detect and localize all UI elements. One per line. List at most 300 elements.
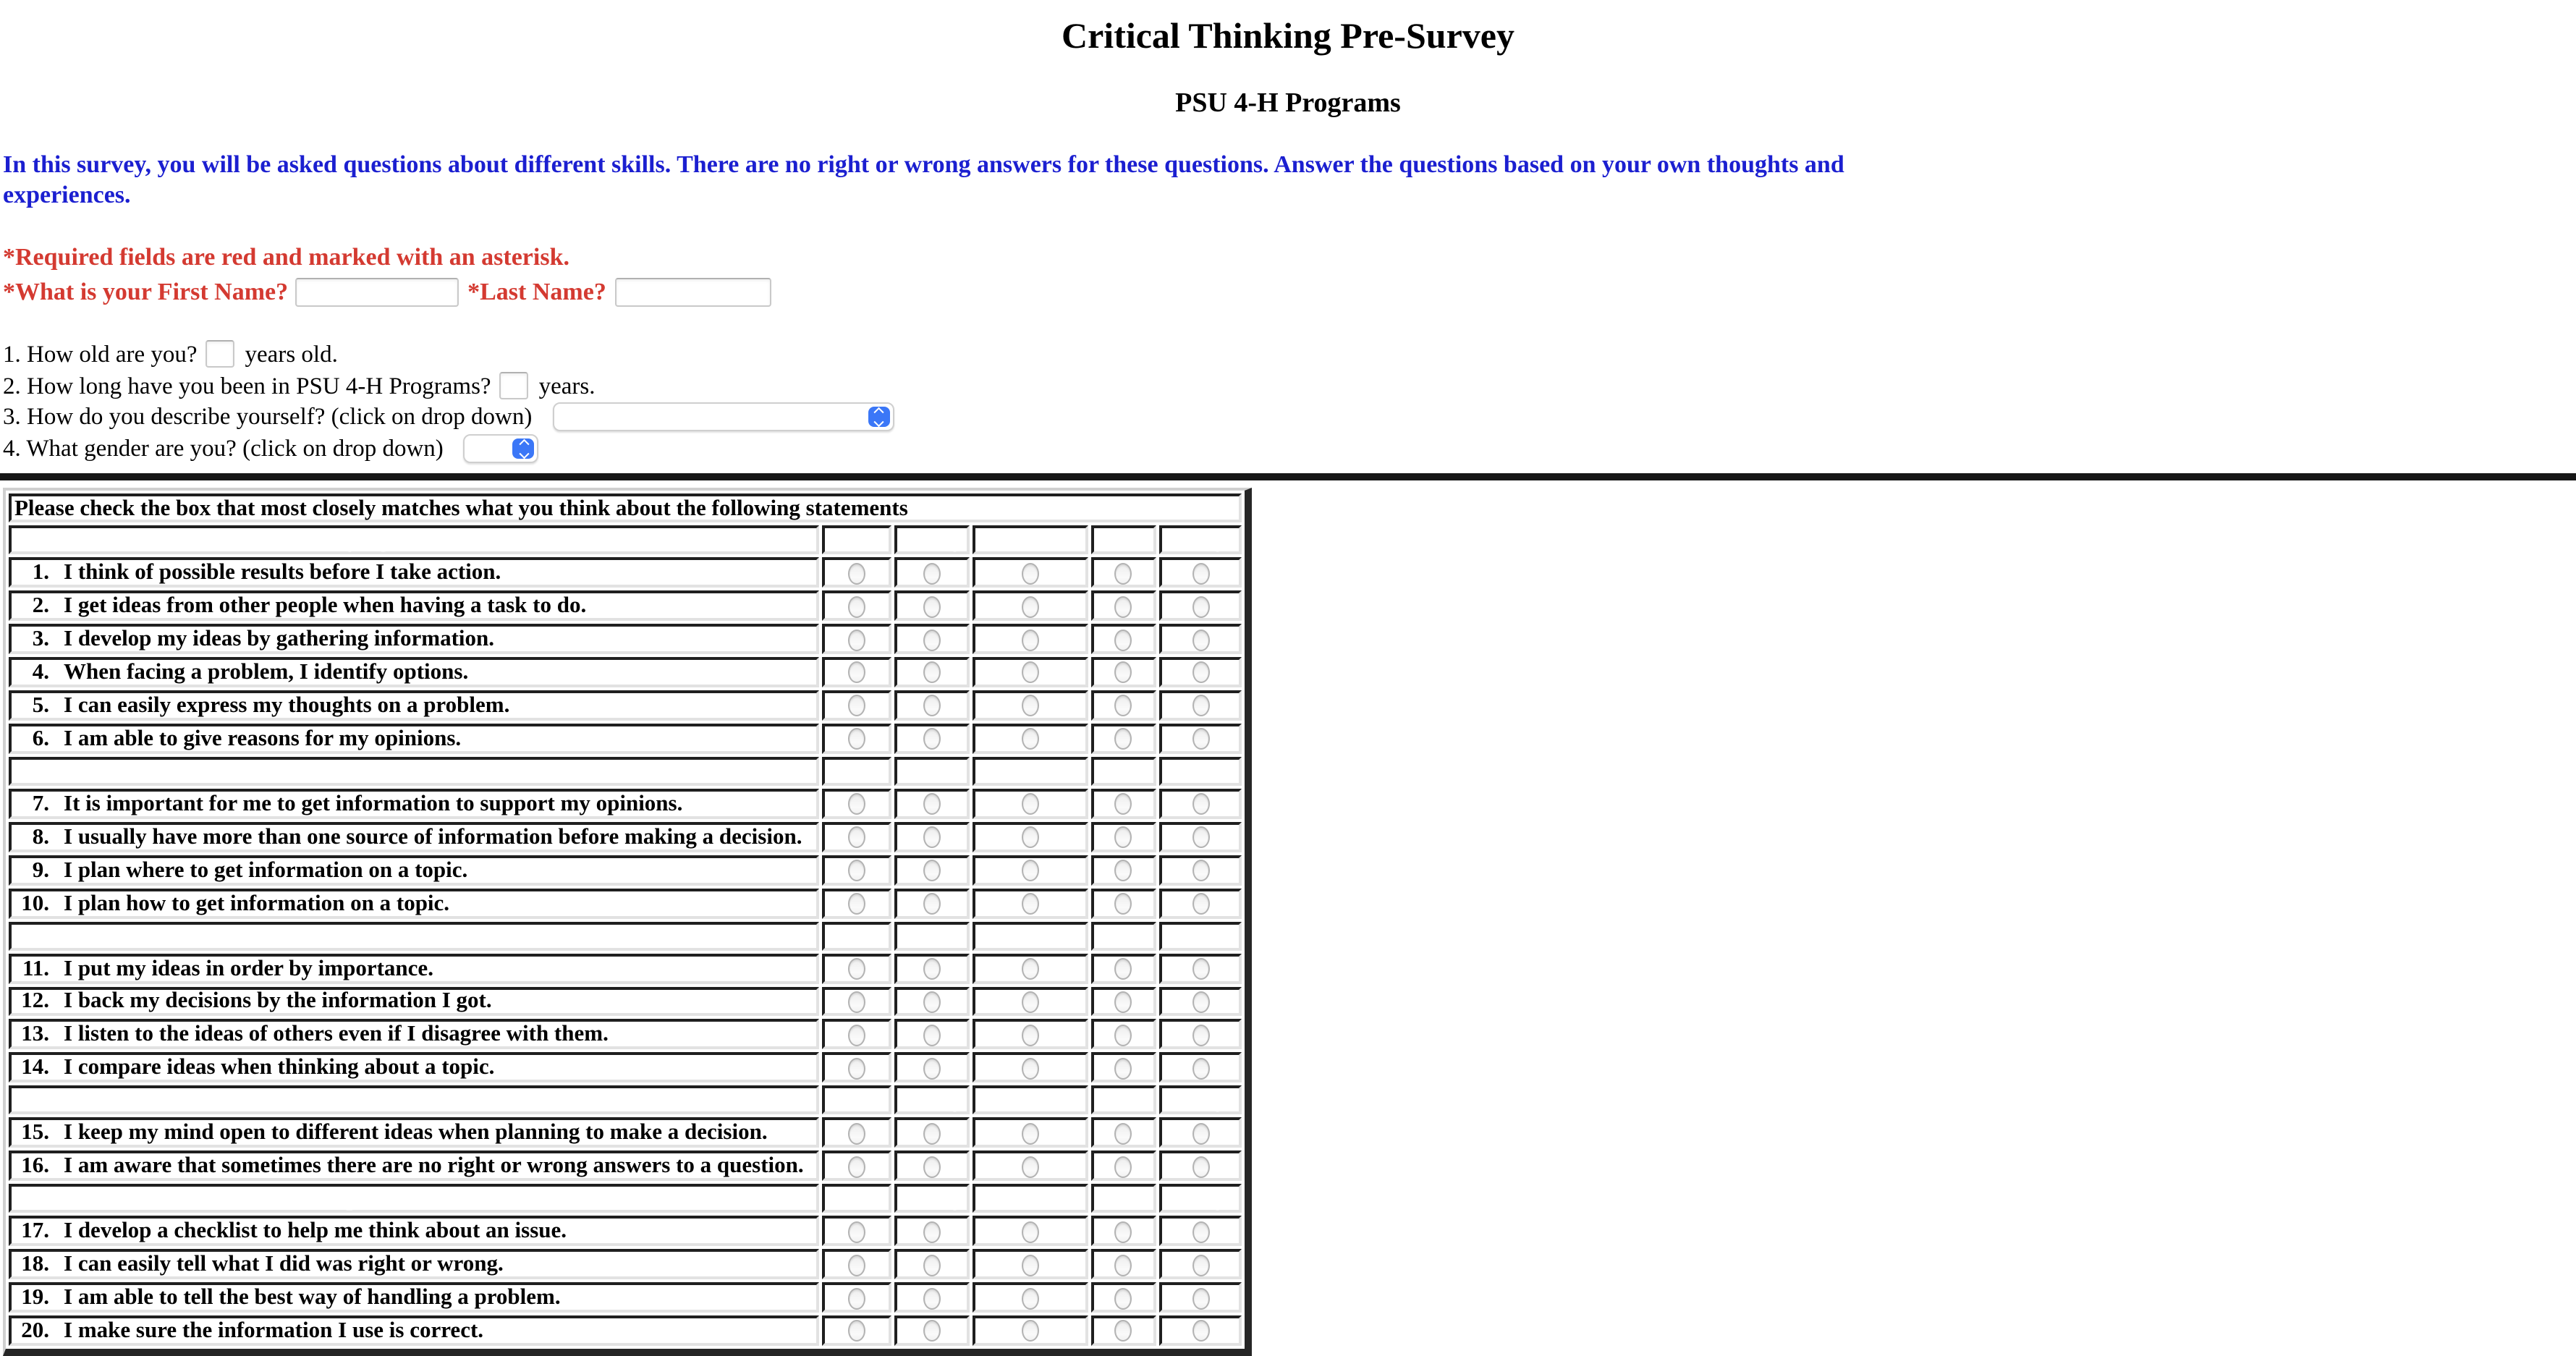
answer-cell-often [1090, 986, 1157, 1017]
radio-rarely[interactable] [923, 695, 941, 717]
answer-cell-sometimes [973, 855, 1088, 885]
statement-row [9, 1053, 1241, 1083]
answer-cell-never [822, 1118, 891, 1148]
answer-cell-often [1090, 1216, 1157, 1246]
answer-cell-often [1090, 657, 1157, 687]
radio-often[interactable] [1115, 562, 1132, 584]
radio-often[interactable] [1115, 794, 1132, 815]
chevron-down-icon [519, 449, 528, 458]
radio-often[interactable] [1115, 729, 1132, 750]
radio-always[interactable] [1192, 662, 1209, 684]
answer-cell-never [822, 690, 891, 721]
age-label: 1. How old are you? [3, 339, 198, 368]
answer-cell-never [822, 953, 891, 983]
answer-cell-always [1160, 1053, 1241, 1083]
answer-cell-always [1160, 1216, 1241, 1246]
answer-cell-often [1090, 1053, 1157, 1083]
radio-sometimes[interactable] [1022, 562, 1039, 584]
radio-never[interactable] [848, 729, 865, 750]
column-header-always: Always [1160, 525, 1241, 554]
answer-cell-rarely [894, 724, 970, 754]
answer-cell-rarely [894, 657, 970, 687]
question-line-1 [3, 339, 2258, 370]
gender-select[interactable] [464, 435, 539, 464]
radio-often[interactable] [1115, 1221, 1132, 1242]
column-header-always: Always [1160, 1184, 1241, 1213]
answer-cell-rarely [894, 624, 970, 654]
answer-cell-often [1090, 624, 1157, 654]
self-description-label: 3. How do you describe yourself? (click on drop down) [3, 402, 533, 431]
answer-cell-never [822, 1053, 891, 1083]
answer-cell-often [1090, 1315, 1157, 1346]
statement-cell [9, 1118, 819, 1148]
radio-always[interactable] [1192, 991, 1209, 1013]
radio-rarely[interactable] [923, 729, 941, 750]
radio-sometimes[interactable] [1022, 1321, 1039, 1342]
column-header-never: Never [822, 921, 891, 950]
answer-cell-always [1160, 1315, 1241, 1346]
select-stepper-icon [868, 407, 889, 428]
statement-text: I make sure the information I use is correct. [64, 1318, 484, 1343]
radio-never[interactable] [848, 794, 865, 815]
answer-cell-often [1090, 1151, 1157, 1182]
radio-often[interactable] [1115, 826, 1132, 848]
column-header-never: Never [822, 1184, 891, 1213]
answer-cell-sometimes [973, 657, 1088, 687]
radio-rarely[interactable] [923, 562, 941, 584]
section-header-row [9, 1184, 1241, 1213]
column-header-sometimes: Sometimes [973, 1184, 1088, 1213]
column-header-often: Often [1090, 1184, 1157, 1213]
statement-cell [9, 557, 819, 588]
statement-cell [9, 789, 819, 819]
statement-cell [9, 1249, 819, 1279]
statement-text: I develop a checklist to help me think about an issue. [64, 1219, 567, 1244]
column-header-often: Often [1090, 1086, 1157, 1115]
years-in-program-suffix-label: years. [538, 371, 596, 399]
radio-never[interactable] [848, 1254, 865, 1276]
answer-cell-never [822, 1282, 891, 1313]
answer-cell-always [1160, 590, 1241, 621]
demographic-questions [3, 339, 2258, 465]
radio-rarely[interactable] [923, 596, 941, 617]
radio-always[interactable] [1192, 893, 1209, 915]
answer-cell-always [1160, 557, 1241, 588]
column-header-sometimes: Sometimes [973, 921, 1088, 950]
statement-text: I develop my ideas by gathering information. [64, 627, 495, 652]
statement-text: I am able to give reasons for my opinions. [64, 726, 462, 751]
statement-text: I compare ideas when thinking about a topic. [64, 1055, 495, 1080]
radio-rarely[interactable] [923, 662, 941, 684]
header-band [0, 16, 2576, 120]
column-header-sometimes: Sometimes [973, 1086, 1088, 1115]
answer-cell-often [1090, 789, 1157, 819]
column-header-rarely: Rarely [894, 921, 970, 950]
statement-text: I am aware that sometimes there are no right or wrong answers to a question. [64, 1153, 804, 1179]
radio-rarely[interactable] [923, 893, 941, 915]
radio-rarely[interactable] [923, 1025, 941, 1046]
statement-cell [9, 590, 819, 621]
statement-number: 18. [21, 1252, 49, 1277]
answer-cell-rarely [894, 690, 970, 721]
select-stepper-icon [513, 439, 535, 459]
age-input[interactable] [206, 341, 235, 368]
answer-cell-often [1090, 557, 1157, 588]
answer-cell-always [1160, 822, 1241, 852]
answer-cell-rarely [894, 822, 970, 852]
column-header-sometimes: Sometimes [973, 525, 1088, 554]
section-header-row [9, 757, 1241, 786]
statement-text: I can easily tell what I did was right or wrong. [64, 1252, 504, 1277]
radio-always[interactable] [1192, 1058, 1209, 1080]
radio-sometimes[interactable] [1022, 1123, 1039, 1145]
radio-often[interactable] [1115, 1156, 1132, 1177]
radio-always[interactable] [1192, 1123, 1209, 1145]
radio-never[interactable] [848, 629, 865, 651]
statement-number: 10. [21, 891, 49, 916]
radio-always[interactable] [1192, 826, 1209, 848]
answer-cell-sometimes [973, 557, 1088, 588]
last-name-input[interactable] [615, 278, 771, 307]
statement-row [9, 724, 1241, 754]
answer-cell-rarely [894, 1151, 970, 1182]
statement-number: 1. [32, 560, 49, 585]
radio-sometimes[interactable] [1022, 991, 1039, 1013]
name-fields-row [3, 276, 2258, 308]
radio-sometimes[interactable] [1022, 1058, 1039, 1080]
statement-cell [9, 986, 819, 1017]
radio-never[interactable] [848, 1321, 865, 1342]
radio-rarely[interactable] [923, 860, 941, 881]
age-suffix-label: years old. [245, 339, 338, 368]
radio-always[interactable] [1192, 729, 1209, 750]
answer-cell-rarely [894, 1249, 970, 1279]
page-subtitle: PSU 4-H Programs [1175, 88, 1401, 119]
answer-cell-sometimes [973, 953, 1088, 983]
page [0, 16, 2258, 1344]
radio-sometimes[interactable] [1022, 893, 1039, 915]
radio-sometimes[interactable] [1022, 662, 1039, 684]
radio-often[interactable] [1115, 1321, 1132, 1342]
radio-always[interactable] [1192, 562, 1209, 584]
answer-cell-rarely [894, 1118, 970, 1148]
answer-cell-sometimes [973, 1282, 1088, 1313]
statement-text: I get ideas from other people when having a task to do. [64, 593, 587, 619]
answer-cell-often [1090, 953, 1157, 983]
radio-never[interactable] [848, 893, 865, 915]
radio-never[interactable] [848, 1287, 865, 1309]
answer-cell-never [822, 1151, 891, 1182]
table-caption-row [9, 493, 1241, 522]
statement-row [9, 953, 1241, 983]
question-line-3 [3, 402, 2258, 433]
radio-always[interactable] [1192, 794, 1209, 815]
statement-row [9, 1315, 1241, 1346]
radio-never[interactable] [848, 662, 865, 684]
radio-often[interactable] [1115, 893, 1132, 915]
radio-often[interactable] [1115, 1287, 1132, 1309]
statement-number: 19. [21, 1285, 49, 1310]
answer-cell-never [822, 590, 891, 621]
radio-often[interactable] [1115, 596, 1132, 617]
radio-sometimes[interactable] [1022, 1025, 1039, 1046]
radio-sometimes[interactable] [1022, 794, 1039, 815]
statement-cell [9, 1020, 819, 1050]
answer-cell-always [1160, 855, 1241, 885]
radio-never[interactable] [848, 1123, 865, 1145]
statement-number: 11. [22, 956, 49, 981]
answer-cell-always [1160, 953, 1241, 983]
radio-always[interactable] [1192, 1156, 1209, 1177]
statement-text: I listen to the ideas of others even if I disagree with them. [64, 1022, 609, 1047]
statement-cell [9, 657, 819, 687]
section-title: Identify Possible Choices [9, 921, 819, 950]
section-title: Identifying/Define Problem [9, 525, 819, 554]
radio-sometimes[interactable] [1022, 695, 1039, 717]
question-line-4 [3, 433, 2258, 465]
statement-row [9, 822, 1241, 852]
radio-rarely[interactable] [923, 1254, 941, 1276]
radio-never[interactable] [848, 562, 865, 584]
first-name-input[interactable] [295, 278, 459, 307]
radio-often[interactable] [1115, 1123, 1132, 1145]
answer-cell-sometimes [973, 1315, 1088, 1346]
statement-number: 12. [21, 988, 49, 1014]
section-header-row [9, 1086, 1241, 1115]
radio-often[interactable] [1115, 1025, 1132, 1046]
answer-cell-sometimes [973, 690, 1088, 721]
answer-cell-always [1160, 724, 1241, 754]
statement-row [9, 1020, 1241, 1050]
radio-often[interactable] [1115, 860, 1132, 881]
statement-number: 16. [21, 1153, 49, 1179]
column-header-always: Always [1160, 921, 1241, 950]
radio-sometimes[interactable] [1022, 826, 1039, 848]
required-fields-note: *Required fields are red and marked with an asterisk. [3, 243, 569, 271]
section-header-row [9, 921, 1241, 950]
answer-cell-never [822, 1249, 891, 1279]
statement-text: When facing a problem, I identify options. [64, 659, 469, 685]
statement-row [9, 657, 1241, 687]
self-description-select[interactable] [552, 403, 894, 432]
statement-cell [9, 1315, 819, 1346]
statement-cell [9, 1053, 819, 1083]
radio-often[interactable] [1115, 662, 1132, 684]
radio-always[interactable] [1192, 695, 1209, 717]
answer-cell-sometimes [973, 888, 1088, 918]
section-header-row [9, 525, 1241, 554]
answer-cell-often [1090, 888, 1157, 918]
statement-number: 13. [21, 1022, 49, 1047]
section-title: Implement Solution [9, 1184, 819, 1213]
column-header-sometimes: Sometimes [973, 757, 1088, 786]
radio-never[interactable] [848, 1025, 865, 1046]
answer-cell-sometimes [973, 986, 1088, 1017]
statement-text: I am able to tell the best way of handling a problem. [64, 1285, 561, 1310]
answer-cell-often [1090, 724, 1157, 754]
column-header-never: Never [822, 1086, 891, 1115]
radio-rarely[interactable] [923, 1287, 941, 1309]
radio-never[interactable] [848, 826, 865, 848]
statement-cell [9, 624, 819, 654]
answer-cell-never [822, 986, 891, 1017]
answer-cell-often [1090, 690, 1157, 721]
answer-cell-rarely [894, 590, 970, 621]
statement-text: I back my decisions by the information I got. [64, 988, 492, 1014]
statement-number: 6. [32, 726, 49, 751]
column-header-often: Often [1090, 525, 1157, 554]
radio-always[interactable] [1192, 1025, 1209, 1046]
question-line-2 [3, 370, 2258, 402]
radio-rarely[interactable] [923, 1156, 941, 1177]
answer-cell-sometimes [973, 1053, 1088, 1083]
last-name-label: *Last Name? [467, 278, 606, 305]
radio-sometimes[interactable] [1022, 729, 1039, 750]
statement-number: 3. [32, 627, 49, 652]
answer-cell-rarely [894, 1216, 970, 1246]
radio-rarely[interactable] [923, 1058, 941, 1080]
answer-cell-always [1160, 888, 1241, 918]
radio-always[interactable] [1192, 1221, 1209, 1242]
answer-cell-never [822, 822, 891, 852]
answer-cell-sometimes [973, 1249, 1088, 1279]
column-header-always: Always [1160, 757, 1241, 786]
radio-never[interactable] [848, 1156, 865, 1177]
statement-row [9, 1249, 1241, 1279]
radio-often[interactable] [1115, 1058, 1132, 1080]
answer-cell-rarely [894, 1020, 970, 1050]
radio-rarely[interactable] [923, 826, 941, 848]
statement-row [9, 590, 1241, 621]
answer-cell-always [1160, 1282, 1241, 1313]
answer-cell-sometimes [973, 1020, 1088, 1050]
statement-row [9, 855, 1241, 885]
radio-always[interactable] [1192, 1287, 1209, 1309]
radio-sometimes[interactable] [1022, 958, 1039, 980]
answer-cell-often [1090, 1249, 1157, 1279]
radio-rarely[interactable] [923, 1321, 941, 1342]
answer-cell-always [1160, 624, 1241, 654]
radio-often[interactable] [1115, 1254, 1132, 1276]
gender-label: 4. What gender are you? (click on drop down) [3, 434, 444, 462]
statement-cell [9, 1216, 819, 1246]
answer-cell-often [1090, 855, 1157, 885]
radio-often[interactable] [1115, 991, 1132, 1013]
radio-never[interactable] [848, 1221, 865, 1242]
statement-number: 5. [32, 692, 49, 718]
statement-text: I keep my mind open to different ideas when planning to make a decision. [64, 1120, 768, 1145]
answer-cell-sometimes [973, 590, 1088, 621]
statement-row [9, 1216, 1241, 1246]
radio-sometimes[interactable] [1022, 1254, 1039, 1276]
radio-never[interactable] [848, 860, 865, 881]
radio-always[interactable] [1192, 629, 1209, 651]
statement-text: It is important for me to get information to support my opinions. [64, 791, 683, 816]
table-caption: Please check the box that most closely matches what you think about the following statements [9, 493, 1241, 522]
radio-sometimes[interactable] [1022, 860, 1039, 881]
statement-row [9, 1118, 1241, 1148]
answer-cell-rarely [894, 1282, 970, 1313]
radio-never[interactable] [848, 958, 865, 980]
column-header-rarely: Rarely [894, 1184, 970, 1213]
statement-text: I think of possible results before I take action. [64, 560, 501, 585]
statement-cell [9, 724, 819, 754]
statement-cell [9, 855, 819, 885]
statement-row [9, 690, 1241, 721]
answer-cell-always [1160, 657, 1241, 687]
radio-always[interactable] [1192, 1321, 1209, 1342]
answer-cell-never [822, 1020, 891, 1050]
answer-cell-never [822, 1315, 891, 1346]
answer-cell-sometimes [973, 724, 1088, 754]
radio-always[interactable] [1192, 958, 1209, 980]
radio-sometimes[interactable] [1022, 1287, 1039, 1309]
statement-text: I plan how to get information on a topic. [64, 891, 450, 916]
statement-number: 2. [32, 593, 49, 619]
section-title: Select Best Solution [9, 1086, 819, 1115]
answer-cell-always [1160, 1151, 1241, 1182]
statement-row [9, 986, 1241, 1017]
answer-cell-never [822, 657, 891, 687]
survey-table [3, 488, 1251, 1356]
radio-rarely[interactable] [923, 958, 941, 980]
radio-sometimes[interactable] [1022, 629, 1039, 651]
statement-text: I usually have more than one source of information before making a decision. [64, 824, 802, 849]
radio-rarely[interactable] [923, 629, 941, 651]
years-in-program-input[interactable] [500, 372, 529, 399]
statement-cell [9, 888, 819, 918]
radio-rarely[interactable] [923, 1221, 941, 1242]
answer-cell-sometimes [973, 822, 1088, 852]
statement-number: 8. [32, 824, 49, 849]
radio-sometimes[interactable] [1022, 596, 1039, 617]
radio-often[interactable] [1115, 958, 1132, 980]
statement-cell [9, 1151, 819, 1182]
radio-always[interactable] [1192, 596, 1209, 617]
radio-rarely[interactable] [923, 794, 941, 815]
column-header-rarely: Rarely [894, 757, 970, 786]
answer-cell-rarely [894, 789, 970, 819]
radio-sometimes[interactable] [1022, 1156, 1039, 1177]
radio-never[interactable] [848, 596, 865, 617]
statement-row [9, 624, 1241, 654]
statement-row [9, 888, 1241, 918]
answer-cell-never [822, 855, 891, 885]
radio-sometimes[interactable] [1022, 1221, 1039, 1242]
column-header-often: Often [1090, 921, 1157, 950]
answer-cell-never [822, 557, 891, 588]
answer-cell-always [1160, 1118, 1241, 1148]
statement-number: 4. [32, 659, 49, 685]
statement-number: 7. [32, 791, 49, 816]
statement-cell [9, 822, 819, 852]
radio-always[interactable] [1192, 860, 1209, 881]
radio-often[interactable] [1115, 629, 1132, 651]
answer-cell-rarely [894, 557, 970, 588]
radio-always[interactable] [1192, 1254, 1209, 1276]
statement-row [9, 1151, 1241, 1182]
radio-never[interactable] [848, 991, 865, 1013]
radio-often[interactable] [1115, 695, 1132, 717]
radio-never[interactable] [848, 695, 865, 717]
radio-rarely[interactable] [923, 1123, 941, 1145]
answer-cell-never [822, 888, 891, 918]
answer-cell-often [1090, 1282, 1157, 1313]
radio-rarely[interactable] [923, 991, 941, 1013]
answer-cell-often [1090, 1118, 1157, 1148]
radio-never[interactable] [848, 1058, 865, 1080]
answer-cell-always [1160, 690, 1241, 721]
